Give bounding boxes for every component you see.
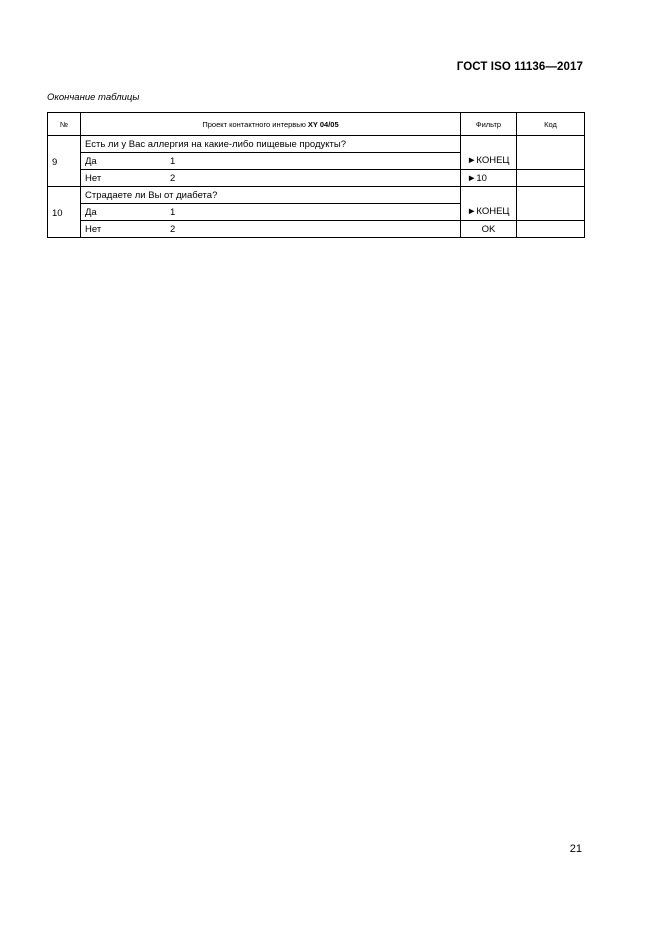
table-row <box>48 170 585 187</box>
answer-code-box <box>517 170 585 187</box>
table-row <box>48 153 585 170</box>
question-number: 9 <box>48 136 81 187</box>
filter-cell <box>461 187 517 204</box>
table-row <box>48 187 585 204</box>
answer-code-box <box>517 153 585 170</box>
document-code: ГОСТ ISO 11136—2017 <box>456 61 583 73</box>
answer-label: Да <box>85 155 97 167</box>
questionnaire-table <box>47 112 585 238</box>
answer-cell <box>81 221 461 238</box>
code-cell <box>517 187 585 204</box>
answer-code: 1 <box>170 155 176 167</box>
answer-label: Нет <box>85 223 102 235</box>
answer-code: 1 <box>170 206 176 218</box>
header-title-prefix: Проект контактного интервью <box>202 119 306 129</box>
question-text: Есть ли у Вас аллергия на какие-либо пищевые продукты? <box>81 136 461 153</box>
answer-filter: ►КОНЕЦ <box>461 204 517 221</box>
answer-filter: ►КОНЕЦ <box>461 153 517 170</box>
answer-code-box <box>517 204 585 221</box>
answer-cell <box>81 153 461 170</box>
header-number: № <box>48 113 81 136</box>
page-number: 21 <box>569 843 582 855</box>
question-number: 10 <box>48 187 81 238</box>
answer-code-box <box>517 221 585 238</box>
table-caption: Окончание таблицы <box>47 92 140 103</box>
header-filter: Фильтр <box>461 113 517 136</box>
answer-filter: OK <box>461 221 517 238</box>
header-title-code: XY 04/05 <box>307 119 339 129</box>
code-cell <box>517 136 585 153</box>
answer-filter: ►10 <box>461 170 517 187</box>
filter-cell <box>461 136 517 153</box>
header-code: Код <box>517 113 585 136</box>
answer-code: 2 <box>170 223 176 235</box>
answer-code: 2 <box>170 172 176 184</box>
answer-label: Да <box>85 206 97 218</box>
table-row <box>48 221 585 238</box>
table-row <box>48 204 585 221</box>
question-text: Страдаете ли Вы от диабета? <box>81 187 461 204</box>
table-row <box>48 136 585 153</box>
answer-cell <box>81 204 461 221</box>
answer-label: Нет <box>85 172 102 184</box>
header-title <box>81 113 461 136</box>
answer-cell <box>81 170 461 187</box>
table-header-row <box>48 113 585 136</box>
